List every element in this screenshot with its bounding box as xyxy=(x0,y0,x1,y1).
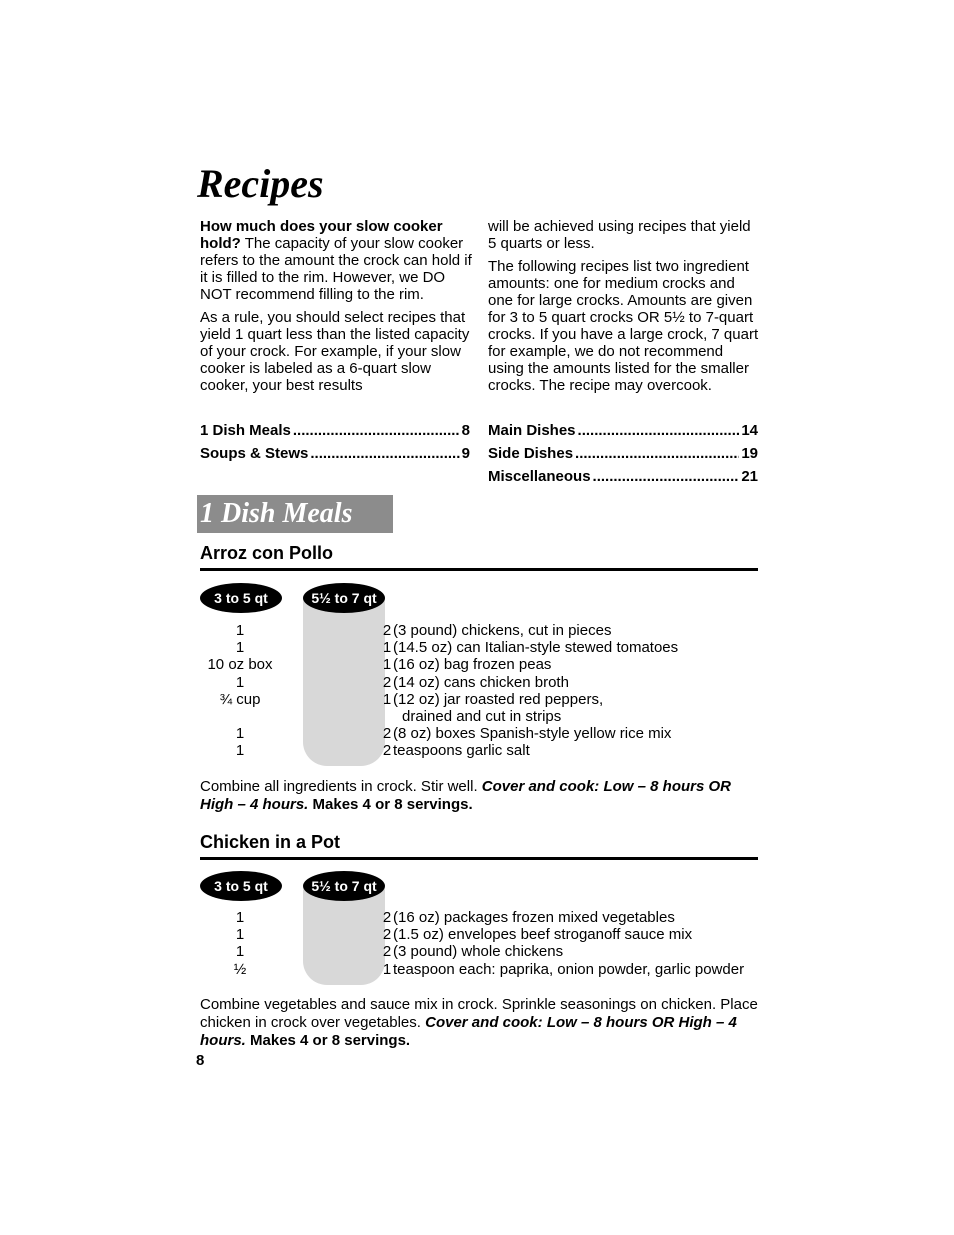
toc-page: 14 xyxy=(741,422,758,439)
toc-page: 8 xyxy=(461,422,470,439)
section-heading: 1 Dish Meals xyxy=(197,495,393,533)
size-badge-large: 5½ to 7 qt xyxy=(303,871,385,901)
qty-medium: 1 xyxy=(235,622,245,639)
qty-large: 1 xyxy=(382,960,392,978)
recipe-directions: Combine vegetables and sauce mix in crock. Sprinkle seasonings on chicken. Place chicken in crock over vegetables. Cover and cook: Low – 8 hours OR High – 4 hours. Makes 4 or 8 servings. xyxy=(200,996,758,1049)
toc-entry-miscellaneous[interactable] xyxy=(488,468,758,491)
qty-medium: 1 xyxy=(235,926,245,944)
qty-medium: ½ xyxy=(233,960,247,978)
qty-large: 2 xyxy=(382,742,392,760)
ingredient-row xyxy=(200,725,760,742)
ingredient-row xyxy=(200,708,760,725)
qty-medium: 1 xyxy=(235,742,245,760)
toc-entry-side-dishes[interactable] xyxy=(488,445,758,468)
ingredient-text: teaspoons garlic salt xyxy=(393,742,530,760)
intro-paragraph-1 xyxy=(200,218,472,303)
toc-page: 9 xyxy=(461,445,470,462)
intro-question: How much does your slow cooker hold? xyxy=(200,218,443,252)
size-badge-medium: 3 to 5 qt xyxy=(200,871,282,901)
toc-page: 19 xyxy=(741,445,758,462)
toc-label: Miscellaneous xyxy=(488,468,591,485)
cook-instructions: Cover and cook: Low – 8 hours OR High – 4 hours. xyxy=(200,778,731,813)
recipe-directions: Combine all ingredients in crock. Stir well. Cover and cook: Low – 8 hours OR High – 4 hours. Makes 4 or 8 servings. xyxy=(200,778,731,813)
ingredient-row xyxy=(200,742,760,759)
qty-medium: 1 xyxy=(235,909,245,926)
intro-paragraph-2: As a rule, you should select recipes that yield 1 quart less than the listed capacity of your crock. For example, if your slow cooker is labeled as a 6-quart slow cooker, your best results xyxy=(200,309,470,394)
page-title: Recipes xyxy=(197,161,324,206)
qty-large: 1 xyxy=(382,690,392,708)
toc-label: 1 Dish Meals xyxy=(200,422,291,439)
toc-left xyxy=(200,422,470,468)
intro-right-column xyxy=(488,218,760,400)
toc-right xyxy=(488,422,758,491)
ingredient-row xyxy=(200,961,760,978)
intro-left-column xyxy=(200,218,472,400)
ingredient-list xyxy=(200,622,760,760)
ingredient-text: (16 oz) bag frozen peas xyxy=(393,656,552,674)
size-badge-large: 5½ to 7 qt xyxy=(303,583,385,613)
qty-medium: 1 xyxy=(235,639,245,657)
ingredient-text: (3 pound) chickens, cut in pieces xyxy=(393,622,612,639)
ingredient-row xyxy=(200,639,760,656)
qty-large: 2 xyxy=(382,622,392,639)
cook-instructions: Cover and cook: Low – 8 hours OR High – 4 hours. xyxy=(200,1014,737,1049)
qty-large: 1 xyxy=(382,656,392,674)
ingredient-list xyxy=(200,909,760,978)
ingredient-text: drained and cut in strips xyxy=(402,707,562,725)
toc-label: Side Dishes xyxy=(488,445,574,462)
ingredient-text: (3 pound) whole chickens xyxy=(393,943,564,961)
ingredient-text: (12 oz) jar roasted red peppers, xyxy=(393,690,604,708)
toc-page: 21 xyxy=(741,468,758,485)
qty-medium: 10 oz box xyxy=(207,656,273,674)
qty-medium: 1 xyxy=(235,943,245,961)
ingredient-row xyxy=(200,674,760,691)
ingredient-row xyxy=(200,691,760,708)
ingredient-row xyxy=(200,622,760,639)
intro-paragraph-3: The following recipes list two ingredient amounts: one for medium crocks and one for large crocks. Amounts are given for 3 to 5 quart crocks OR 5½ to 7-quart crocks. If you have a large crock, 7 quart for example, we do not recommend using the amounts listed for the smaller crocks. The recipe may overcook. xyxy=(488,258,759,394)
ingredient-text: (8 oz) boxes Spanish-style yellow rice mix xyxy=(393,725,672,743)
ingredient-text: (16 oz) packages frozen mixed vegetables xyxy=(393,909,675,926)
qty-large: 2 xyxy=(382,673,392,691)
qty-medium: ¾ cup xyxy=(219,690,261,708)
ingredient-row xyxy=(200,909,760,926)
servings: Makes 4 or 8 servings. xyxy=(308,796,473,813)
qty-medium: 1 xyxy=(235,725,245,743)
intro-answer: The capacity of your slow cooker refers to the amount the crock can hold if it is filled to the rim. However, we DO NOT recommend filling to the rim. xyxy=(200,235,472,303)
ingredient-row xyxy=(200,656,760,673)
toc-entry-soups-stews[interactable] xyxy=(200,445,470,468)
toc-label: Main Dishes xyxy=(488,422,576,439)
qty-medium xyxy=(200,708,280,725)
qty-large: 2 xyxy=(382,943,392,961)
qty-medium: 1 xyxy=(235,673,245,691)
ingredient-row xyxy=(200,943,760,960)
ingredient-text: (14.5 oz) can Italian-style stewed tomatoes xyxy=(393,639,679,657)
qty-large: 1 xyxy=(382,639,392,657)
ingredient-row xyxy=(200,926,760,943)
qty-large: 2 xyxy=(382,725,392,743)
toc-label: Soups & Stews xyxy=(200,445,309,462)
ingredient-text: teaspoon each: paprika, onion powder, garlic powder xyxy=(393,960,745,978)
recipe-title-arroz-con-pollo: Arroz con Pollo xyxy=(200,543,758,571)
page-number: 8 xyxy=(196,1052,205,1069)
ingredient-text: (14 oz) cans chicken broth xyxy=(393,673,569,691)
size-badge-medium: 3 to 5 qt xyxy=(200,583,282,613)
intro-paragraph-2-continued: will be achieved using recipes that yield 5 quarts or less. xyxy=(488,218,751,252)
qty-large: 2 xyxy=(382,926,392,944)
toc-entry-1-dish-meals[interactable] xyxy=(200,422,470,445)
qty-large: 2 xyxy=(382,909,392,926)
toc-entry-main-dishes[interactable] xyxy=(488,422,758,445)
recipe-title-chicken-in-a-pot: Chicken in a Pot xyxy=(200,832,758,860)
servings: Makes 4 or 8 servings. xyxy=(245,1032,411,1049)
ingredient-text: (1.5 oz) envelopes beef stroganoff sauce mix xyxy=(393,926,693,944)
